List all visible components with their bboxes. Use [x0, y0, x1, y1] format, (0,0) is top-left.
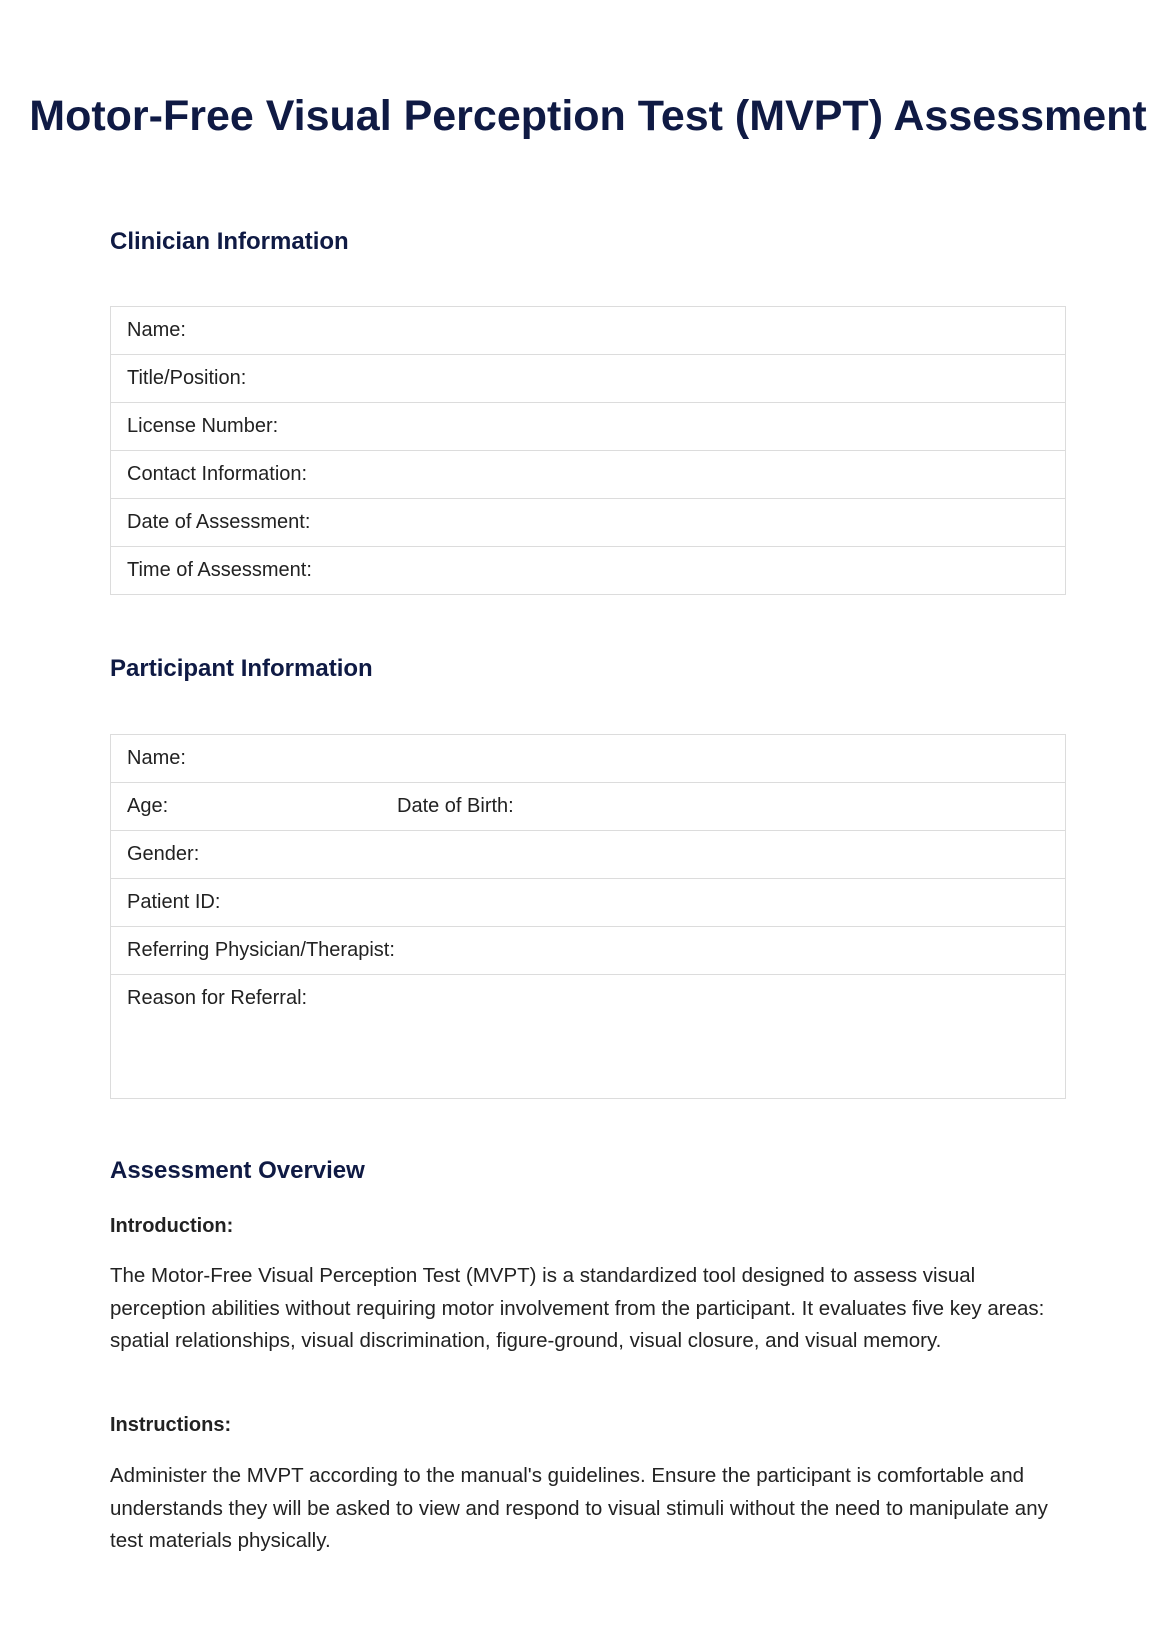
assessment-time-field[interactable]: Time of Assessment:	[111, 547, 1066, 595]
instructions-text: Administer the MVPT according to the manual's guidelines. Ensure the participant is comfortable and understands they will be asked to view and respond to visual stimuli without the need to manipulate any test materials physically.	[110, 1464, 1048, 1552]
intro-text: The Motor-Free Visual Perception Test (MVPT) is a standardized tool designed to assess visual perception abilities without requiring motor involvement from the participant. It evaluates five key areas: spatial relationships, visual discrimination, figure-ground, visual closure, and visual memory.	[110, 1264, 1045, 1352]
intro-label: Introduction:	[110, 1215, 234, 1237]
clinician-name-field[interactable]: Name:	[111, 307, 1066, 355]
instructions-label: Instructions:	[110, 1414, 232, 1436]
age-field[interactable]: Age:	[127, 795, 169, 817]
age-dob-row[interactable]	[111, 783, 1066, 831]
clinician-heading: Clinician Information	[110, 228, 349, 255]
participant-heading: Participant Information	[110, 655, 373, 682]
clinician-title-field[interactable]: Title/Position:	[111, 355, 1066, 403]
clinician-contact-field[interactable]: Contact Information:	[111, 451, 1066, 499]
participant-table	[110, 734, 1066, 1099]
clinician-table	[110, 306, 1066, 595]
overview-heading: Assessment Overview	[110, 1157, 365, 1184]
assessment-date-field[interactable]: Date of Assessment:	[111, 499, 1066, 547]
reason-field[interactable]: Reason for Referral:	[111, 975, 1066, 1099]
page-title: Motor-Free Visual Perception Test (MVPT) Assessment	[29, 92, 1147, 140]
participant-name-field[interactable]: Name:	[111, 735, 1066, 783]
dob-field[interactable]: Date of Birth:	[397, 795, 514, 817]
gender-field[interactable]: Gender:	[111, 831, 1066, 879]
referring-field[interactable]: Referring Physician/Therapist:	[111, 927, 1066, 975]
patient-id-field[interactable]: Patient ID:	[111, 879, 1066, 927]
clinician-license-field[interactable]: License Number:	[111, 403, 1066, 451]
